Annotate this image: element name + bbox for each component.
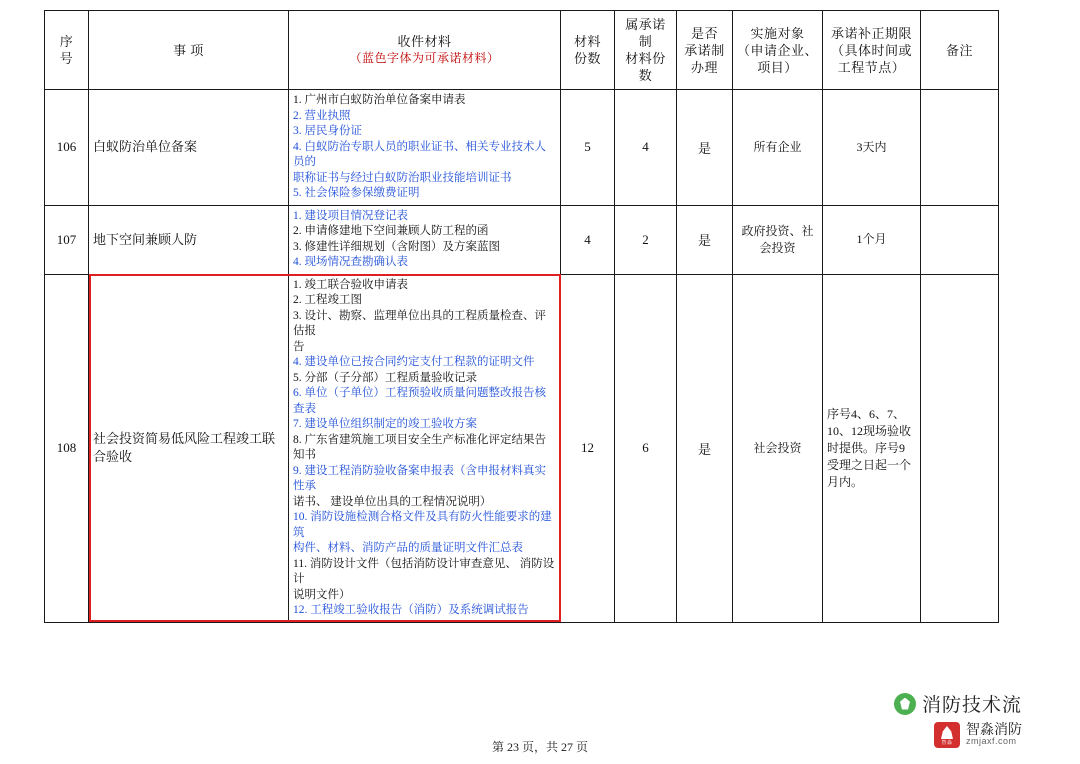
row-seq: 108 [45, 274, 89, 622]
material-line: 2. 申请修建地下空间兼顾人防工程的函 [293, 225, 489, 237]
row-promise-count: 6 [615, 274, 677, 622]
material-line: 6. 单位（子单位）工程预验收质量问题整改报告核查表 [293, 387, 546, 415]
logo-text: 智淼 [941, 740, 953, 746]
header-is-promise: 是否 承诺制 办理 [677, 11, 733, 90]
material-line: 1. 广州市白蚁防治单位备案申请表 [293, 94, 466, 106]
material-line: 2. 营业执照 [293, 109, 351, 122]
row-correction-limit: 序号4、6、7、10、12现场验收时提供。序号9受理之日起一个月内。 [823, 274, 921, 622]
watermark-title-row [894, 690, 1022, 717]
row-note [921, 205, 999, 274]
material-line: 诺书、 建设单位出具的工程情况说明） [293, 495, 492, 508]
material-line: 10. 消防设施检测合格文件及具有防火性能要求的建筑 [293, 511, 552, 539]
flame-shape-icon [941, 726, 953, 739]
table-row [45, 205, 999, 274]
watermark [792, 690, 1022, 754]
row-note [921, 274, 999, 622]
row-material-count: 5 [561, 90, 615, 206]
row-note [921, 90, 999, 206]
row-materials [289, 90, 561, 206]
header-materials: 收件材料 （蓝色字体为可承诺材料） [289, 11, 561, 90]
material-line: 4. 现场情况查勘确认表 [293, 256, 408, 268]
brand-name: 智淼消防 [966, 721, 1022, 737]
table-header-row [45, 11, 999, 90]
material-line: 构件、材料、消防产品的质量证明文件汇总表 [293, 542, 523, 554]
material-line: 8. 广东省建筑施工项目安全生产标准化评定结果告知书 [293, 433, 546, 461]
material-line: 3. 居民身份证 [293, 125, 362, 137]
material-line: 9. 建设工程消防验收备案申报表（含申报材料真实性承 [293, 464, 546, 492]
table-row [45, 274, 999, 622]
row-seq: 107 [45, 205, 89, 274]
material-line: 说明文件） [293, 588, 351, 601]
row-item: 白蚁防治单位备案 [89, 90, 289, 206]
header-promise-count: 属承诺制 材料份数 [615, 11, 677, 90]
row-promise-count: 2 [615, 205, 677, 274]
requirements-table [44, 10, 999, 623]
material-line: 1. 竣工联合验收申请表 [293, 278, 408, 291]
watermark-title: 消防技术流 [921, 695, 1022, 716]
row-is-promise: 是 [677, 205, 733, 274]
row-seq: 106 [45, 90, 89, 206]
row-material-count: 4 [561, 205, 615, 274]
row-is-promise: 是 [677, 90, 733, 206]
row-material-count: 12 [561, 274, 615, 622]
row-correction-limit: 1个月 [823, 205, 921, 274]
material-line: 5. 社会保险参保缴费证明 [293, 187, 420, 199]
material-line: 4. 白蚁防治专职人员的职业证书、相关专业技术人员的 [293, 140, 546, 168]
page-footer: 第 23 页，共 27 页 [491, 740, 588, 754]
material-line: 7. 建设单位组织制定的竣工验收方案 [293, 418, 477, 430]
watermark-brand [966, 723, 1022, 747]
material-line: 1. 建设项目情况登记表 [293, 209, 408, 222]
header-seq: 序 号 [45, 11, 89, 90]
row-promise-count: 4 [615, 90, 677, 206]
header-materials-note: （蓝色字体为可承诺材料） [349, 51, 500, 65]
row-is-promise: 是 [677, 274, 733, 622]
row-item: 社会投资简易低风险工程竣工联合验收 [89, 274, 289, 622]
material-line: 3. 设计、勘察、监理单位出具的工程质量检查、评估报 [293, 309, 546, 337]
material-line: 3. 修建性详细规划（含附图）及方案蓝图 [293, 240, 500, 253]
header-note: 备注 [921, 11, 999, 90]
header-object: 实施对象 （申请企业、 项目） [733, 11, 823, 90]
header-item: 事 项 [89, 11, 289, 90]
material-line: 11. 消防设计文件（包括消防设计审查意见、 消防设计 [293, 557, 555, 585]
row-correction-limit: 3天内 [823, 90, 921, 206]
row-materials [289, 205, 561, 274]
material-line: 告 [293, 340, 305, 353]
material-line: 12. 工程竣工验收报告（消防）及系统调试报告 [293, 604, 529, 616]
wechat-icon [894, 693, 916, 715]
material-line: 4. 建设单位已按合同约定支付工程款的证明文件 [293, 356, 535, 368]
row-materials [289, 274, 561, 622]
material-line: 2. 工程竣工图 [293, 294, 362, 306]
header-material-count: 材料 份数 [561, 11, 615, 90]
material-line: 5. 分部（子分部）工程质量验收记录 [293, 371, 477, 384]
row-object: 社会投资 [733, 274, 823, 622]
watermark-brand-row [934, 722, 1022, 748]
flame-logo-icon [934, 722, 960, 748]
table-row [45, 90, 999, 206]
material-line: 职称证书与经过白蚁防治职业技能培训证书 [293, 171, 512, 184]
header-correction-limit: 承诺补正期限 （具体时间或 工程节点） [823, 11, 921, 90]
row-object: 政府投资、社会投资 [733, 205, 823, 274]
row-item: 地下空间兼顾人防 [89, 205, 289, 274]
row-object: 所有企业 [733, 90, 823, 206]
brand-domain: zmjaxf.com [966, 736, 1017, 746]
